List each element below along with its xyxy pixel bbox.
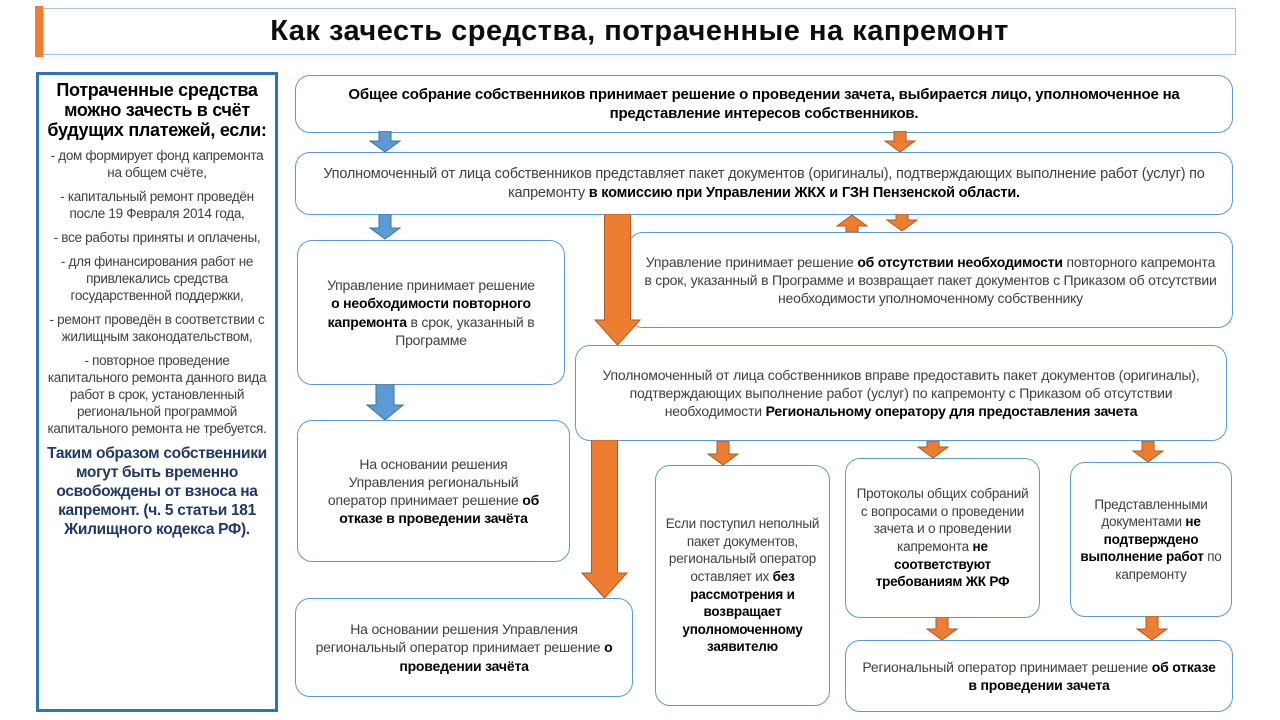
- flow-box-authorized-provides: Уполномоченный от лица собственников вправе предоставить пакет документов (оригиналы), подтверждающих выполнение работ (услуг) по капремонту с Приказом об отсутствии необходимости Региональному оператору для предоставления зачета: [575, 345, 1227, 441]
- flow-arrow-down-icon: [1136, 616, 1168, 641]
- conditions-panel: [36, 72, 278, 712]
- flow-box-refusal-decision: На основании решения Управления региональный оператор принимает решение об отказе в проведении зачёта: [297, 420, 570, 562]
- flow-box-need-repeat: Управление принимает решение о необходимости повторного капремонта в срок, указанный в Программе: [297, 240, 565, 385]
- flow-arrow-down-icon: [917, 441, 949, 459]
- flow-arrow-down-icon: [594, 214, 641, 346]
- flow-arrow-down-icon: [1132, 441, 1164, 463]
- flow-box-offset-decision: На основании решения Управления региональный оператор принимает решение о проведении зачёта: [295, 598, 633, 697]
- page-title: Как зачесть средства, потраченные на капремонт: [270, 15, 1009, 47]
- flow-box-not-confirmed: Представленными документами не подтверждено выполнение работ по капремонту: [1070, 462, 1232, 617]
- flow-arrow-down-icon: [369, 214, 401, 240]
- conditions-footer: Таким образом собственники могут быть временно освобождены от взноса на капремонт. (ч. 5 статьи 181 Жилищного кодекса РФ).: [47, 445, 267, 539]
- flow-box-general-meeting: Общее собрание собственников принимает решение о проведении зачета, выбирается лицо, уполномоченное на представление интересов собственников.: [295, 75, 1233, 133]
- flow-arrow-down-icon: [707, 441, 739, 466]
- conditions-heading: Потраченные средства можно зачесть в счёт будущих платежей, если:: [47, 80, 267, 141]
- condition-item: - повторное проведение капитального ремонта данного вида работ в срок, установленный региональной программой капитального ремонта не требуется.: [47, 353, 267, 437]
- condition-item: - все работы приняты и оплачены,: [53, 230, 261, 246]
- condition-item: - капитальный ремонт проведён после 19 Февраля 2014 года,: [60, 189, 254, 222]
- flow-box-protocols-mismatch: Протоколы общих собраний с вопросами о проведении зачета и о проведении капремонта не соответствуют требованиям ЖК РФ: [845, 458, 1040, 618]
- title-accent-bar: [35, 6, 43, 57]
- flow-arrow-up-icon: [836, 214, 868, 232]
- condition-item: - ремонт проведён в соответствии с жилищным законодательством,: [49, 312, 265, 345]
- condition-item: - для финансирования работ не привлекались средства государственной поддержки,: [60, 254, 254, 304]
- flow-arrow-down-icon: [886, 214, 918, 232]
- flow-arrow-down-icon: [926, 617, 958, 641]
- flow-arrow-down-icon: [581, 440, 628, 599]
- condition-item: - дом формирует фонд капремонта на общем счёте,: [50, 148, 264, 181]
- flow-box-incomplete-package: Если поступил неполный пакет документов, региональный оператор оставляет их без рассмотрения и возвращает уполномоченному заявителю: [655, 465, 830, 706]
- flow-arrow-down-icon: [366, 384, 404, 421]
- flow-box-no-need: Управление принимает решение об отсутствии необходимости повторного капремонта в срок, указанный в Программе и возвращает пакет документов с Приказом об отсутствии необходимости уполномоченному собственнику: [628, 232, 1233, 328]
- flow-arrow-down-icon: [369, 131, 401, 153]
- flow-arrow-down-icon: [884, 131, 916, 153]
- title-bar: [43, 8, 1236, 55]
- flow-box-operator-refusal: Региональный оператор принимает решение об отказе в проведении зачета: [845, 640, 1233, 712]
- flow-box-authorized-submits: Уполномоченный от лица собственников представляет пакет документов (оригиналы), подтверждающих выполнение работ (услуг) по капремонту в комиссию при Управлении ЖКХ и ГЗН Пензенской области.: [295, 152, 1233, 215]
